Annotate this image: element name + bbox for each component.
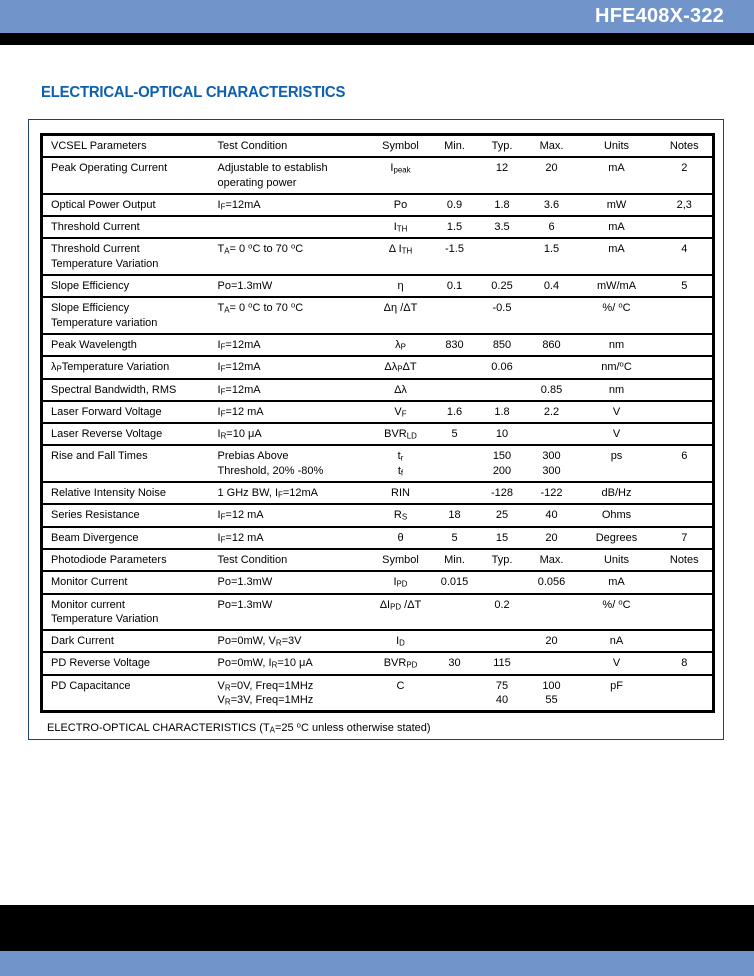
table-cell: $\Delta\lambda_P\Delta T$ xyxy=(370,356,432,378)
table-cell: $I_D$ xyxy=(370,630,432,652)
table-cell: 5 xyxy=(657,275,714,297)
table-cell: Notes xyxy=(657,549,714,571)
table-section-header-row xyxy=(42,549,714,571)
table-cell: $I_F=12$ mA xyxy=(212,401,370,423)
table-cell: 0.9 xyxy=(432,194,478,216)
table-cell: 115 xyxy=(478,652,527,674)
table-cell: PD Reverse Voltage xyxy=(42,652,212,674)
table-cell xyxy=(657,356,714,378)
table-cell: Δη /ΔT xyxy=(370,297,432,334)
table-cell: 0.1 xyxy=(432,275,478,297)
table-cell: $V_F$ xyxy=(370,401,432,423)
table-cell: Peak Operating Current xyxy=(42,157,212,194)
table-cell: 1 GHz BW, $I_F=12mA$ xyxy=(212,482,370,504)
table-cell: Prebias Above Threshold, 20% -80% xyxy=(212,445,370,482)
table-cell: mA xyxy=(577,571,657,593)
table-body xyxy=(42,157,714,712)
table-cell: Beam Divergence xyxy=(42,527,212,549)
table-cell: Series Resistance xyxy=(42,504,212,526)
table-cell xyxy=(432,675,478,712)
table-cell xyxy=(432,379,478,401)
table-cell: mW/mA xyxy=(577,275,657,297)
table-cell xyxy=(432,482,478,504)
table-cell: $T_A= 0$ $^o$C to 70 $^o$C xyxy=(212,297,370,334)
table-cell: nm xyxy=(577,334,657,356)
table-cell: 18 xyxy=(432,504,478,526)
table-cell: -0.5 xyxy=(478,297,527,334)
table-cell: $I_F=12$ mA xyxy=(212,504,370,526)
table-row xyxy=(42,238,714,275)
table-cell: PD Capacitance xyxy=(42,675,212,712)
table-cell: 4 xyxy=(657,238,714,275)
table-cell: $I_{PD}$ xyxy=(370,571,432,593)
table-cell: ps xyxy=(577,445,657,482)
table-row xyxy=(42,630,714,652)
table-cell: Degrees xyxy=(577,527,657,549)
table-cell: $\Delta I_{PD}$ /ΔT xyxy=(370,594,432,631)
table-cell: 75 40 xyxy=(478,675,527,712)
top-black-strip xyxy=(0,33,754,45)
table-cell: Monitor Current xyxy=(42,571,212,593)
table-cell: mW xyxy=(577,194,657,216)
table-cell: 0.4 xyxy=(527,275,577,297)
table-cell: dB/Hz xyxy=(577,482,657,504)
table-cell xyxy=(657,482,714,504)
table-cell: 0.056 xyxy=(527,571,577,593)
column-header-symbol: Symbol xyxy=(370,135,432,158)
table-cell: 1.8 xyxy=(478,401,527,423)
characteristics-table xyxy=(40,133,715,713)
table-cell: Symbol xyxy=(370,549,432,571)
column-header-min: Min. xyxy=(432,135,478,158)
table-cell: %/ $^o$C xyxy=(577,594,657,631)
bottom-black-bar xyxy=(0,905,754,951)
table-cell: 0.85 xyxy=(527,379,577,401)
table-cell: 25 xyxy=(478,504,527,526)
table-row xyxy=(42,275,714,297)
table-cell: Slope Efficiency Temperature variation xyxy=(42,297,212,334)
table-cell: 2.2 xyxy=(527,401,577,423)
table-cell: θ xyxy=(370,527,432,549)
table-cell: 0.25 xyxy=(478,275,527,297)
table-cell xyxy=(478,630,527,652)
table-cell: $t_r$ $t_f$ xyxy=(370,445,432,482)
table-cell: -128 xyxy=(478,482,527,504)
table-cell: Laser Reverse Voltage xyxy=(42,423,212,445)
table-cell: C xyxy=(370,675,432,712)
product-title: HFE408X-322 xyxy=(595,5,724,27)
table-row xyxy=(42,504,714,526)
table-cell xyxy=(527,356,577,378)
table-cell: Po=0mW, $I_R=10$ μA xyxy=(212,652,370,674)
table-cell xyxy=(432,356,478,378)
table-cell: %/ $^o$C xyxy=(577,297,657,334)
table-cell: $I_F=12mA$ xyxy=(212,379,370,401)
table-cell: Threshold Current xyxy=(42,216,212,238)
table-row xyxy=(42,594,714,631)
column-header-max: Max. xyxy=(527,135,577,158)
table-cell xyxy=(657,571,714,593)
table-cell xyxy=(657,423,714,445)
table-cell: RIN xyxy=(370,482,432,504)
table-cell: mA xyxy=(577,157,657,194)
table-cell: $T_A= 0$ $^o$C to 70 $^o$C xyxy=(212,238,370,275)
table-cell: 10 xyxy=(478,423,527,445)
table-row xyxy=(42,482,714,504)
table-cell: Po=1.3mW xyxy=(212,594,370,631)
table-cell: 15 xyxy=(478,527,527,549)
table-cell: $I_F=12mA$ xyxy=(212,356,370,378)
table-cell xyxy=(657,675,714,712)
table-cell: $I_F=12mA$ xyxy=(212,194,370,216)
table-cell: pF xyxy=(577,675,657,712)
table-cell: 150 200 xyxy=(478,445,527,482)
table-cell xyxy=(212,216,370,238)
table-cell xyxy=(657,630,714,652)
table-cell: $BVR_{LD}$ xyxy=(370,423,432,445)
table-cell: η xyxy=(370,275,432,297)
table-cell xyxy=(657,216,714,238)
table-cell: Δ $I_{TH}$ xyxy=(370,238,432,275)
table-cell xyxy=(432,297,478,334)
column-header-units: Units xyxy=(577,135,657,158)
table-cell xyxy=(527,423,577,445)
table-row xyxy=(42,297,714,334)
table-cell: nA xyxy=(577,630,657,652)
table-cell: Slope Efficiency xyxy=(42,275,212,297)
table-cell: 100 55 xyxy=(527,675,577,712)
table-cell: Photodiode Parameters xyxy=(42,549,212,571)
table-cell: 40 xyxy=(527,504,577,526)
column-header-test-condition: Test Condition xyxy=(212,135,370,158)
table-cell: 6 xyxy=(527,216,577,238)
table-cell: 850 xyxy=(478,334,527,356)
table-cell xyxy=(478,238,527,275)
table-row xyxy=(42,194,714,216)
table-cell: $I_R=10$ μA xyxy=(212,423,370,445)
table-cell xyxy=(657,401,714,423)
table-cell xyxy=(478,571,527,593)
section-title: ELECTRICAL-OPTICAL CHARACTERISTICS xyxy=(41,84,346,101)
table-cell: Test Condition xyxy=(212,549,370,571)
table-cell: $I_F=12mA$ xyxy=(212,334,370,356)
table-cell: 0.015 xyxy=(432,571,478,593)
table-cell: $\lambda_P$ xyxy=(370,334,432,356)
table-cell xyxy=(527,297,577,334)
table-row xyxy=(42,675,714,712)
table-cell: 1.5 xyxy=(527,238,577,275)
table-cell xyxy=(657,379,714,401)
table-row xyxy=(42,571,714,593)
table-cell xyxy=(657,297,714,334)
table-cell: Po=1.3mW xyxy=(212,571,370,593)
table-header-row xyxy=(42,135,714,158)
table-cell: $V_R=0V$, Freq=1MHz $V_R=3V$, Freq=1MHz xyxy=(212,675,370,712)
top-header-band xyxy=(0,0,754,33)
table-cell: -122 xyxy=(527,482,577,504)
table-cell xyxy=(432,157,478,194)
table-cell: $\lambda_PTemperature$ Variation xyxy=(42,356,212,378)
table-cell: Relative Intensity Noise xyxy=(42,482,212,504)
table-cell xyxy=(432,594,478,631)
table-row xyxy=(42,379,714,401)
table-cell: 1.8 xyxy=(478,194,527,216)
table-cell: 20 xyxy=(527,527,577,549)
table-cell: V xyxy=(577,652,657,674)
table-cell: 860 xyxy=(527,334,577,356)
table-row xyxy=(42,157,714,194)
table-cell: 20 xyxy=(527,157,577,194)
table-cell: Peak Wavelength xyxy=(42,334,212,356)
table-row xyxy=(42,356,714,378)
table-cell xyxy=(657,594,714,631)
table-cell: Po=1.3mW xyxy=(212,275,370,297)
table-row xyxy=(42,652,714,674)
table-cell: Dark Current xyxy=(42,630,212,652)
table-cell: 830 xyxy=(432,334,478,356)
table-cell xyxy=(527,594,577,631)
table-cell xyxy=(527,652,577,674)
table-cell xyxy=(657,504,714,526)
table-footnote: ELECTRO-OPTICAL CHARACTERISTICS ($T_A=25$ $^o$C unless otherwise stated) xyxy=(47,720,431,735)
bottom-footer-band xyxy=(0,951,754,976)
table-cell xyxy=(432,445,478,482)
table-cell: Monitor current Temperature Variation xyxy=(42,594,212,631)
table-cell: 3.6 xyxy=(527,194,577,216)
table-cell: -1.5 xyxy=(432,238,478,275)
table-cell xyxy=(478,379,527,401)
table-cell: 5 xyxy=(432,527,478,549)
table-cell: Rise and Fall Times xyxy=(42,445,212,482)
table-row xyxy=(42,445,714,482)
table-cell: Po=0mW, $V_R=3V$ xyxy=(212,630,370,652)
table-cell: mA xyxy=(577,216,657,238)
table-cell: Ohms xyxy=(577,504,657,526)
table-row xyxy=(42,527,714,549)
table-cell: Optical Power Output xyxy=(42,194,212,216)
table-cell: V xyxy=(577,423,657,445)
table-cell: 6 xyxy=(657,445,714,482)
table-cell: nm xyxy=(577,379,657,401)
table-cell: $I_{TH}$ xyxy=(370,216,432,238)
table-cell: 5 xyxy=(432,423,478,445)
table-row xyxy=(42,423,714,445)
table-cell: 1.5 xyxy=(432,216,478,238)
table-cell: 0.06 xyxy=(478,356,527,378)
table-cell: Adjustable to establish operating power xyxy=(212,157,370,194)
table-cell: 30 xyxy=(432,652,478,674)
table-cell: Po xyxy=(370,194,432,216)
column-header-notes: Notes xyxy=(657,135,714,158)
table-cell xyxy=(432,630,478,652)
column-header-typ: Typ. xyxy=(478,135,527,158)
table-cell: Typ. xyxy=(478,549,527,571)
table-cell: 300 300 xyxy=(527,445,577,482)
table-cell: $R_S$ xyxy=(370,504,432,526)
table-row xyxy=(42,334,714,356)
table-cell: 12 xyxy=(478,157,527,194)
table-cell: Laser Forward Voltage xyxy=(42,401,212,423)
table-cell: 7 xyxy=(657,527,714,549)
table-cell: Units xyxy=(577,549,657,571)
table-cell: $BVR_{PD}$ xyxy=(370,652,432,674)
content-frame xyxy=(28,119,724,740)
table-cell: V xyxy=(577,401,657,423)
table-cell: nm/$^o$C xyxy=(577,356,657,378)
table-cell: 3.5 xyxy=(478,216,527,238)
table-cell: Δλ xyxy=(370,379,432,401)
table-cell: $I_F=12$ mA xyxy=(212,527,370,549)
table-row xyxy=(42,216,714,238)
table-cell: mA xyxy=(577,238,657,275)
table-cell: 2 xyxy=(657,157,714,194)
table-cell: Max. xyxy=(527,549,577,571)
table-cell: 1.6 xyxy=(432,401,478,423)
table-cell xyxy=(657,334,714,356)
table-row xyxy=(42,401,714,423)
table-cell: 2,3 xyxy=(657,194,714,216)
table-cell: Spectral Bandwidth, RMS xyxy=(42,379,212,401)
table-cell: Threshold Current Temperature Variation xyxy=(42,238,212,275)
table-cell: 20 xyxy=(527,630,577,652)
column-header-parameters: VCSEL Parameters xyxy=(42,135,212,158)
table-cell: 8 xyxy=(657,652,714,674)
table-cell: $I_{peak}$ xyxy=(370,157,432,194)
table-cell: 0.2 xyxy=(478,594,527,631)
table-cell: Min. xyxy=(432,549,478,571)
